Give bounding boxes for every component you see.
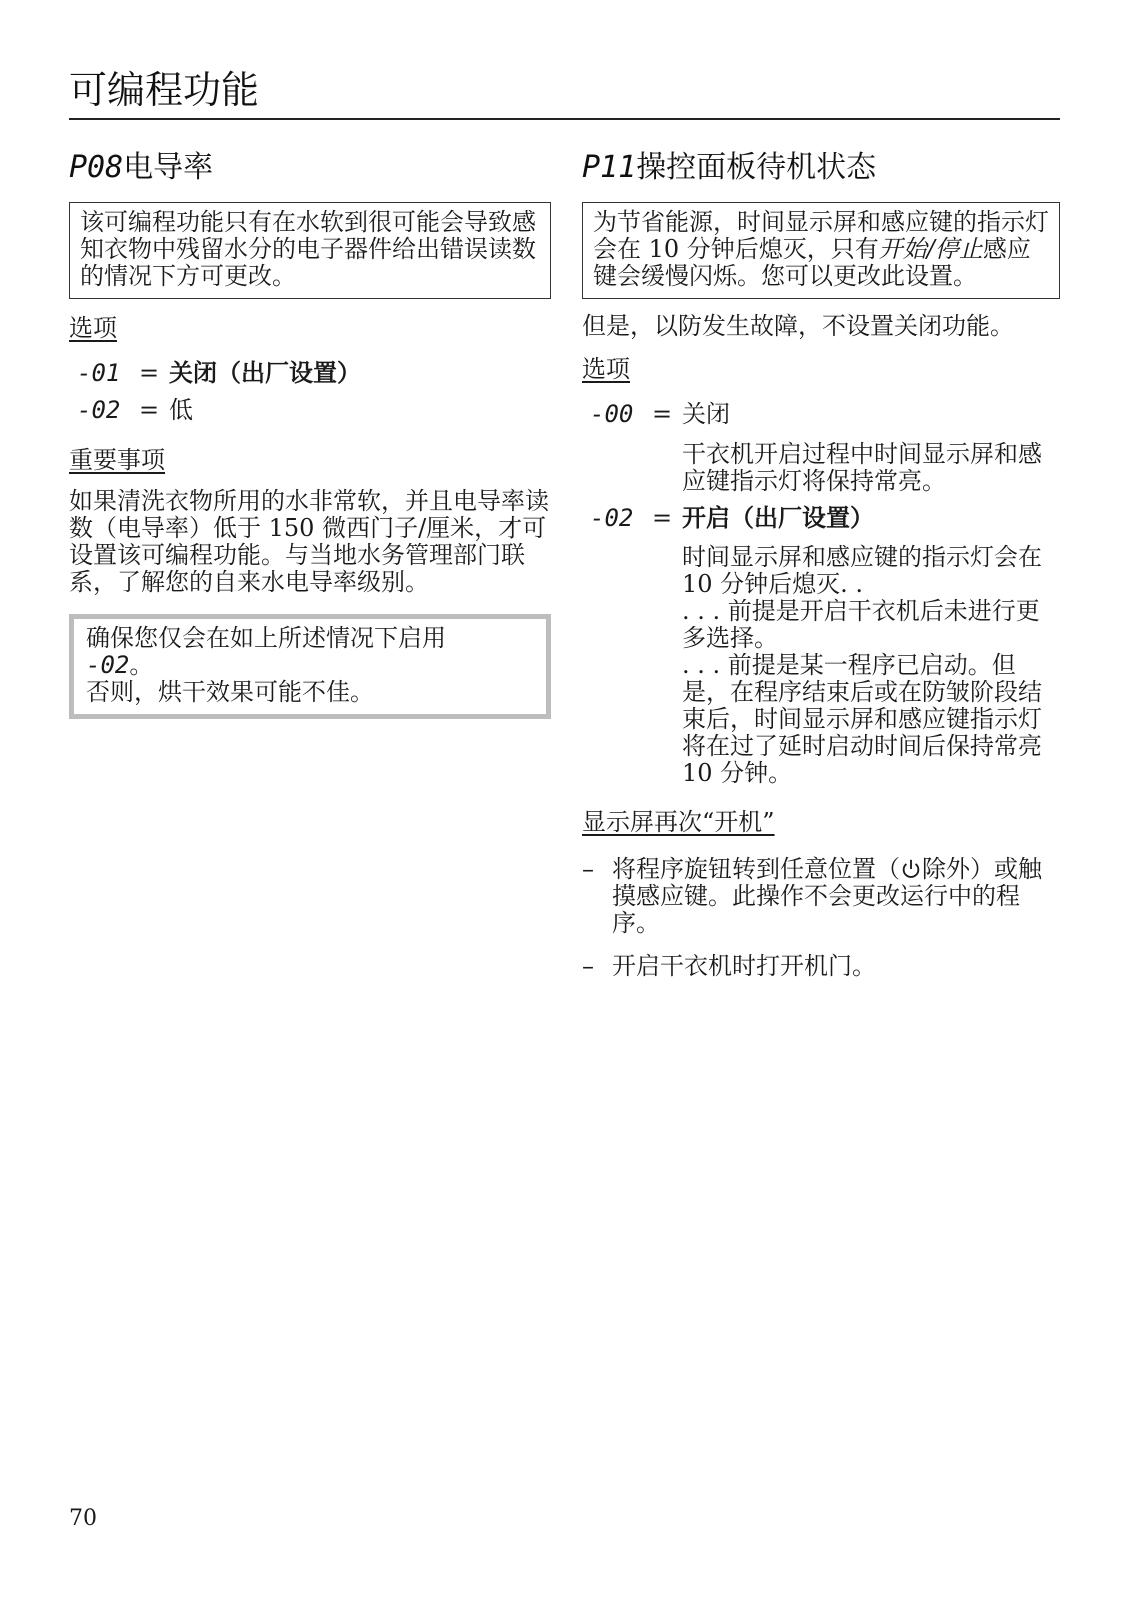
- power-icon: [900, 858, 922, 880]
- section-title: 电导率: [123, 150, 214, 185]
- right-column: [582, 148, 1060, 980]
- bullet-dash: –: [582, 855, 594, 883]
- note-line-2: 否则，烘干效果可能不佳。: [86, 678, 374, 706]
- left-column: [69, 148, 551, 719]
- option-row: [69, 360, 551, 387]
- equals-sign: =: [139, 396, 160, 424]
- warning-note-box: [69, 614, 551, 719]
- equals-sign: =: [652, 400, 673, 428]
- note-line-1-end: 。: [129, 651, 154, 679]
- bullet-dash: –: [582, 952, 594, 980]
- options-list: [69, 360, 551, 424]
- equals-sign: =: [652, 504, 673, 532]
- section-heading-p08: [69, 148, 551, 188]
- options-heading: 选项: [582, 355, 630, 383]
- info-box-text-1: 为节省能源，时间显示屏和感应键的指示灯会在 10 分钟后熄灭，只有: [593, 208, 1049, 263]
- bullet-text: 除外）或触摸感应键。此操作不会更改运行中的程序。: [612, 855, 1042, 937]
- bullet-text: 开启干衣机时打开机门。: [612, 952, 876, 980]
- page-title: 可编程功能: [69, 68, 260, 112]
- bullet-item: [582, 856, 1060, 937]
- section-heading-p11: [582, 148, 1060, 188]
- note-line-1: 确保您仅会在如上所述情况下启用: [86, 624, 446, 652]
- page-number: 70: [69, 1506, 97, 1531]
- option-label: 低: [169, 396, 193, 424]
- option-desc-line: . . . 前提是开启干衣机后未进行更多选择。: [682, 597, 1040, 652]
- bullet-item: [582, 953, 1060, 980]
- option-desc-line: . . . 前提是某一程序已启动。但是，在程序结束后或在防皱阶段结束后，时间显示屏和感应键指示灯将在过了延时启动时间后保持常亮 10 分钟。: [682, 651, 1042, 787]
- option-code: -00: [590, 400, 634, 428]
- intro-text: 但是，以防发生故障，不设置关闭功能。: [582, 312, 1014, 340]
- info-box: [582, 202, 1060, 299]
- bullet-text: 将程序旋钮转到任意位置（: [612, 855, 900, 883]
- info-box-text-2: 感应键会缓慢闪烁。您可以更改此设置。: [593, 235, 1031, 290]
- equals-sign: =: [139, 359, 160, 387]
- option-desc-line: 时间显示屏和感应键的指示灯会在 10 分钟后熄灭. .: [682, 543, 1042, 598]
- option-row: [69, 397, 551, 424]
- options-heading: 选项: [69, 314, 117, 342]
- important-text: 如果清洗衣物所用的水非常软，并且电导率读数（电导率）低于 150 微西门子/厘米，才可设置该可编程功能。与当地水务管理部门联系，了解您的自来水电导率级别。: [69, 487, 549, 596]
- display-on-heading: 显示屏再次“开机”: [582, 808, 775, 836]
- info-box: [69, 202, 551, 299]
- section-code: P11: [582, 150, 637, 185]
- section-title: 操控面板待机状态: [636, 150, 877, 185]
- option-label: 开启（出厂设置）: [682, 504, 874, 532]
- option-code: -02: [77, 396, 121, 424]
- option-description: 干衣机开启过程中时间显示屏和感应键指示灯将保持常亮。: [682, 440, 1042, 495]
- note-code: -02: [86, 651, 130, 679]
- option-label: 关闭（出厂设置）: [169, 359, 361, 387]
- section-code: P08: [69, 150, 124, 185]
- options-list: [582, 401, 1060, 787]
- title-divider: [69, 118, 1060, 120]
- start-stop-key-label: 开始/停止: [878, 235, 983, 263]
- option-code: -01: [77, 359, 121, 387]
- option-row: [582, 505, 1060, 532]
- option-code: -02: [590, 504, 634, 532]
- option-label: 关闭: [682, 400, 730, 428]
- option-description: [682, 544, 1060, 787]
- option-row: [582, 401, 1060, 428]
- important-heading: 重要事项: [69, 446, 165, 474]
- info-box-text: 该可编程功能只有在水软到很可能会导致感知衣物中残留水分的电子器件给出错误读数的情况下方可更改。: [80, 208, 536, 290]
